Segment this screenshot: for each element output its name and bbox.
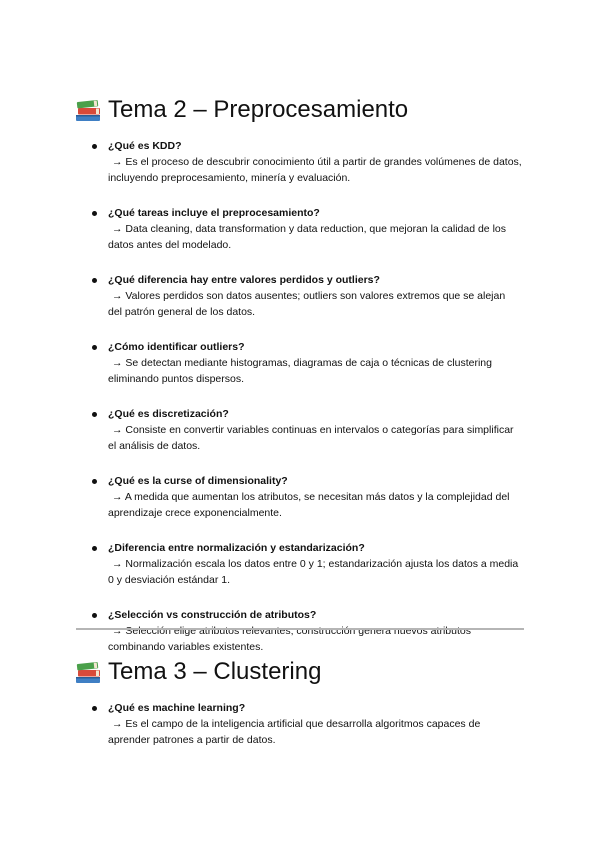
answer-text: Selección elige atributos relevantes; construcción genera nuevos atributos combinando variables existentes. — [108, 625, 471, 653]
list-item — [92, 701, 522, 748]
section-title-tema-3 — [74, 658, 321, 686]
arrow-icon: → — [112, 558, 123, 570]
arrow-icon: → — [112, 156, 123, 168]
bullet-icon — [92, 546, 97, 551]
arrow-icon: → — [112, 424, 123, 436]
arrow-icon: → — [112, 290, 123, 302]
arrow-icon: → — [112, 718, 123, 730]
question: ¿Qué es machine learning? — [108, 702, 246, 714]
list-item — [92, 407, 522, 454]
question: ¿Qué diferencia hay entre valores perdidos y outliers? — [108, 274, 380, 286]
question: ¿Selección vs construcción de atributos? — [108, 609, 317, 621]
bullet-icon — [92, 211, 97, 216]
arrow-icon: → — [112, 491, 123, 503]
answer-text: Normalización escala los datos entre 0 y 1; estandarización ajusta los datos a media 0 y desviación estándar 1. — [108, 558, 519, 586]
answer-text: Es el campo de la inteligencia artificial que desarrolla algoritmos capaces de aprender patrones a partir de datos. — [108, 718, 481, 746]
answer-text: Valores perdidos son datos ausentes; outliers son valores extremos que se alejan del patrón general de los datos. — [108, 290, 506, 318]
qa-list-tema-2 — [92, 139, 522, 675]
bullet-icon — [92, 613, 97, 618]
question: ¿Qué tareas incluye el preprocesamiento? — [108, 207, 320, 219]
list-item — [92, 340, 522, 387]
bullet-icon — [92, 412, 97, 417]
answer-text: A medida que aumentan los atributos, se necesitan más datos y la complejidad del aprendizaje crece exponencialmente. — [108, 491, 510, 519]
answer — [108, 288, 522, 320]
list-item — [92, 139, 522, 186]
answer — [108, 221, 522, 253]
list-item — [92, 474, 522, 521]
bullet-icon — [92, 144, 97, 149]
qa-list-tema-3 — [92, 701, 522, 768]
answer — [108, 355, 522, 387]
question: ¿Cómo identificar outliers? — [108, 341, 245, 353]
answer — [108, 556, 522, 588]
arrow-icon: → — [112, 357, 123, 369]
answer-text: Data cleaning, data transformation y data reduction, que mejoran la calidad de los datos antes del modelado. — [108, 223, 506, 251]
bullet-icon — [92, 479, 97, 484]
section-title-text: Tema 3 – Clustering — [108, 658, 322, 685]
answer — [108, 489, 522, 521]
question: ¿Qué es discretización? — [108, 408, 229, 420]
section-title-text: Tema 2 – Preprocesamiento — [108, 96, 409, 123]
question: ¿Qué es la curse of dimensionality? — [108, 475, 288, 487]
answer — [108, 422, 522, 454]
list-item — [92, 608, 522, 655]
answer-text: Es el proceso de descubrir conocimiento útil a partir de grandes volúmenes de datos, incluyendo preprocesamiento, minería y evaluación. — [108, 156, 522, 184]
bullet-icon — [92, 345, 97, 350]
answer-text: Se detectan mediante histogramas, diagramas de caja o técnicas de clustering eliminando puntos dispersos. — [108, 357, 492, 385]
list-item — [92, 541, 522, 588]
question: ¿Qué es KDD? — [108, 140, 182, 152]
books-icon — [74, 97, 102, 123]
bullet-icon — [92, 706, 97, 711]
answer-text: Consiste en convertir variables continuas en intervalos o categorías para simplificar el análisis de datos. — [108, 424, 514, 452]
list-item — [92, 273, 522, 320]
section-title-tema-2 — [74, 96, 408, 124]
section-divider — [76, 628, 524, 630]
answer — [108, 154, 522, 186]
arrow-icon: → — [112, 625, 123, 637]
list-item — [92, 206, 522, 253]
bullet-icon — [92, 278, 97, 283]
question: ¿Diferencia entre normalización y estandarización? — [108, 542, 365, 554]
arrow-icon: → — [112, 223, 123, 235]
books-icon — [74, 659, 102, 685]
answer — [108, 716, 522, 748]
